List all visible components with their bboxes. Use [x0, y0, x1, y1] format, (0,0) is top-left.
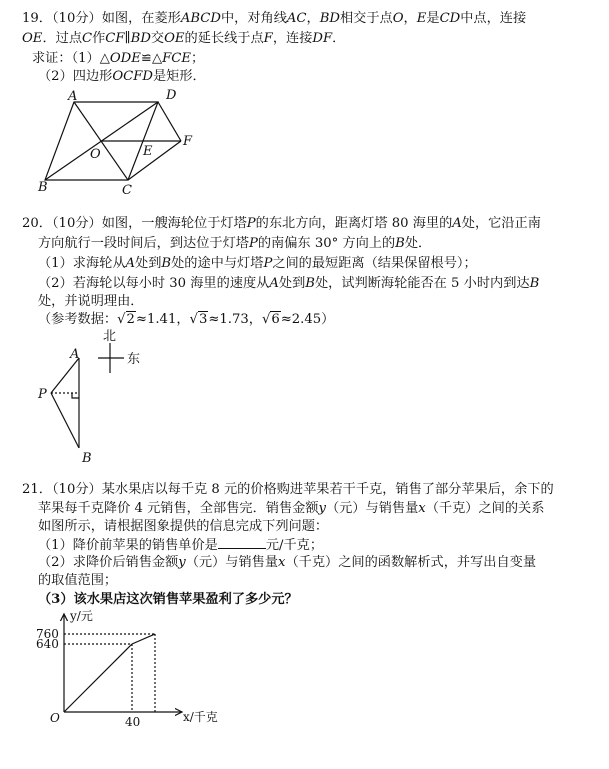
q19-proof-1: 求证：（1）△ODE≌△FCE；	[32, 51, 205, 66]
x-axis-label: x/千克	[183, 710, 218, 724]
label-b: B	[82, 451, 92, 466]
q20-reference-data: （参考数据：√2≈1.41，√3≈1.73，√6≈2.45）	[38, 312, 335, 327]
q20-sub-2: （2）若海轮以每小时 30 海里的速度从A处到B处，试判断海轮能否在 5 小时内到达B	[38, 276, 540, 291]
q20-line-1: 20．（10分）如图，一艘海轮位于灯塔P的东北方向，距离灯塔 80 海里的A处，它沿正南	[22, 216, 541, 231]
label-f: F	[183, 134, 193, 149]
q21-sub-3: （3）该水果店这次销售苹果盈利了多少元？	[38, 592, 298, 607]
tick-640: 640	[36, 637, 59, 651]
label-p: P	[38, 387, 47, 402]
q21-sub-1: （1）降价前苹果的销售单价是 元/千克；	[38, 538, 324, 553]
q20-sub-2-cont: 处，并说明理由．	[38, 294, 144, 309]
label-north: 北	[103, 329, 117, 344]
segment-after-discount	[132, 634, 155, 644]
label-d: D	[166, 88, 177, 103]
label-c: C	[122, 183, 132, 198]
y-axis-label: y/元	[70, 609, 93, 623]
q21-sub-2-cont: 的取值范围；	[38, 573, 118, 588]
q20-line-2: 方向航行一段时间后，到达位于灯塔P的南偏东 30° 方向上的B处．	[38, 236, 432, 251]
q21-line-2: 苹果每千克降价 4 元销售，全部售完．销售金额y（元）与销售量x（千克）之间的关系	[38, 501, 545, 516]
tick-760: 760	[36, 627, 59, 641]
origin-label: O	[50, 711, 60, 725]
q20-sub-1: （1）求海轮从A处到B处的途中与灯塔P之间的最短距离（结果保留根号）；	[38, 256, 477, 271]
label-o: O	[90, 147, 101, 162]
segment-before-discount	[64, 644, 132, 712]
q19-line-1: 19．（10分）如图，在菱形ABCD中，对角线AC，BD相交于点O，E是CD中点，连接	[22, 11, 527, 26]
label-east: 东	[127, 352, 141, 367]
q19-proof-2: （2）四边形OCFD是矩形．	[38, 69, 206, 84]
q21-line-3: 如图所示，请根据图象提供的信息完成下列问题：	[38, 519, 329, 534]
label-a: A	[68, 89, 78, 104]
q19-line-2: OE．过点C作CF∥BD交OE的延长线于点F，连接DF．	[22, 31, 346, 46]
label-e: E	[143, 144, 153, 159]
label-a: A	[70, 347, 80, 362]
q21-sub-2: （2）求降价后销售金额y（元）与销售量x（千克）之间的函数解析式，并写出自变量	[38, 555, 537, 570]
label-b: B	[38, 180, 48, 195]
q21-line-1: 21．（10分）某水果店以每千克 8 元的价格购进苹果若干千克，销售了部分苹果后，余下的	[22, 482, 554, 497]
tick-40: 40	[125, 715, 141, 729]
